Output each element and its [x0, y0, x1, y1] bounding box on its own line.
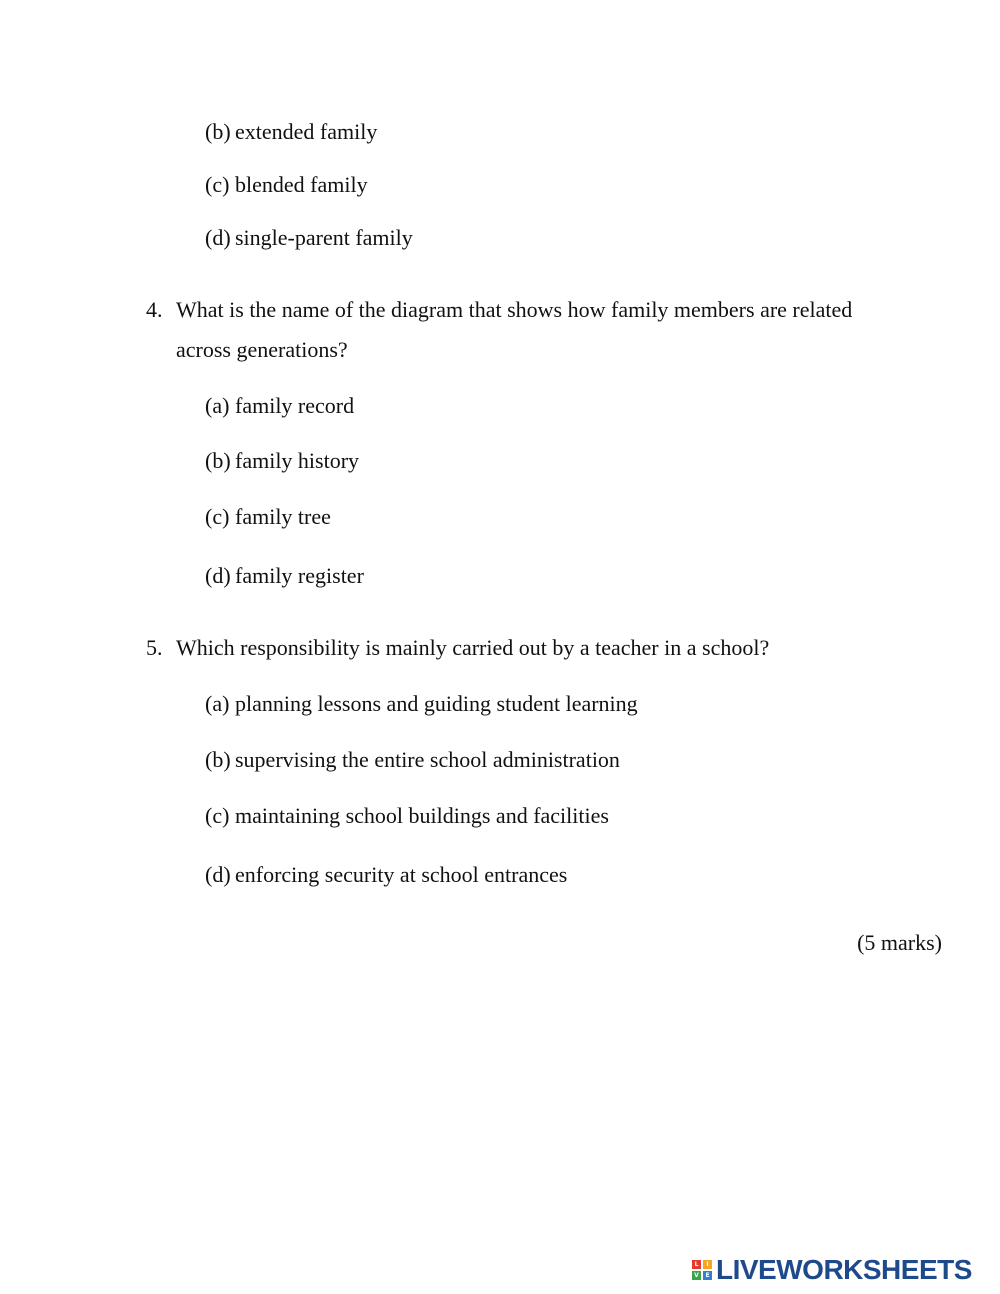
q3-option-c [205, 174, 368, 196]
q5-option-a [205, 693, 638, 715]
q4-question-line2: across generations? [176, 337, 348, 362]
logo-blocks-icon [692, 1260, 712, 1280]
q3-option-d [205, 227, 413, 249]
option-letter: (b) [205, 119, 231, 144]
option-text: single-parent family [235, 225, 413, 250]
option-text: family tree [235, 504, 331, 529]
marks-label: (5 marks) [857, 930, 942, 955]
option-letter: (a) [205, 393, 230, 418]
liveworksheets-logo [692, 1256, 972, 1284]
option-letter: (c) [205, 172, 230, 197]
option-letter: (b) [205, 448, 231, 473]
q4-question [146, 299, 852, 321]
option-text: family record [235, 393, 355, 418]
option-letter: (b) [205, 747, 231, 772]
option-text: planning lessons and guiding student learning [235, 691, 638, 716]
option-letter: (c) [205, 504, 230, 529]
q5-option-d [205, 864, 567, 886]
q4-option-d [205, 565, 364, 587]
q5-option-b [205, 749, 620, 771]
option-letter: (c) [205, 803, 230, 828]
option-text: supervising the entire school administration [235, 747, 620, 772]
q5-question [146, 637, 769, 659]
logo-block: I [703, 1260, 712, 1269]
logo-text: LIVEWORKSHEETS [716, 1254, 972, 1285]
question-number: 4. [146, 297, 163, 322]
question-text-line1: What is the name of the diagram that shows how family members are related [176, 297, 853, 322]
q4-option-a [205, 395, 354, 417]
q5-option-c [205, 805, 609, 827]
option-letter: (a) [205, 691, 230, 716]
q4-option-b [205, 450, 359, 472]
option-text: family history [235, 448, 360, 473]
option-text: maintaining school buildings and facilities [235, 803, 609, 828]
logo-block: V [692, 1271, 701, 1280]
option-text: extended family [235, 119, 378, 144]
question-text-line1: Which responsibility is mainly carried out by a teacher in a school? [176, 635, 770, 660]
option-letter: (d) [205, 225, 231, 250]
option-letter: (d) [205, 862, 231, 887]
question-number: 5. [146, 635, 163, 660]
option-text: blended family [235, 172, 368, 197]
option-text: enforcing security at school entrances [235, 862, 568, 887]
option-letter: (d) [205, 563, 231, 588]
q4-option-c [205, 506, 331, 528]
q3-option-b [205, 121, 377, 143]
option-text: family register [235, 563, 364, 588]
logo-block: L [692, 1260, 701, 1269]
logo-block: E [703, 1271, 712, 1280]
